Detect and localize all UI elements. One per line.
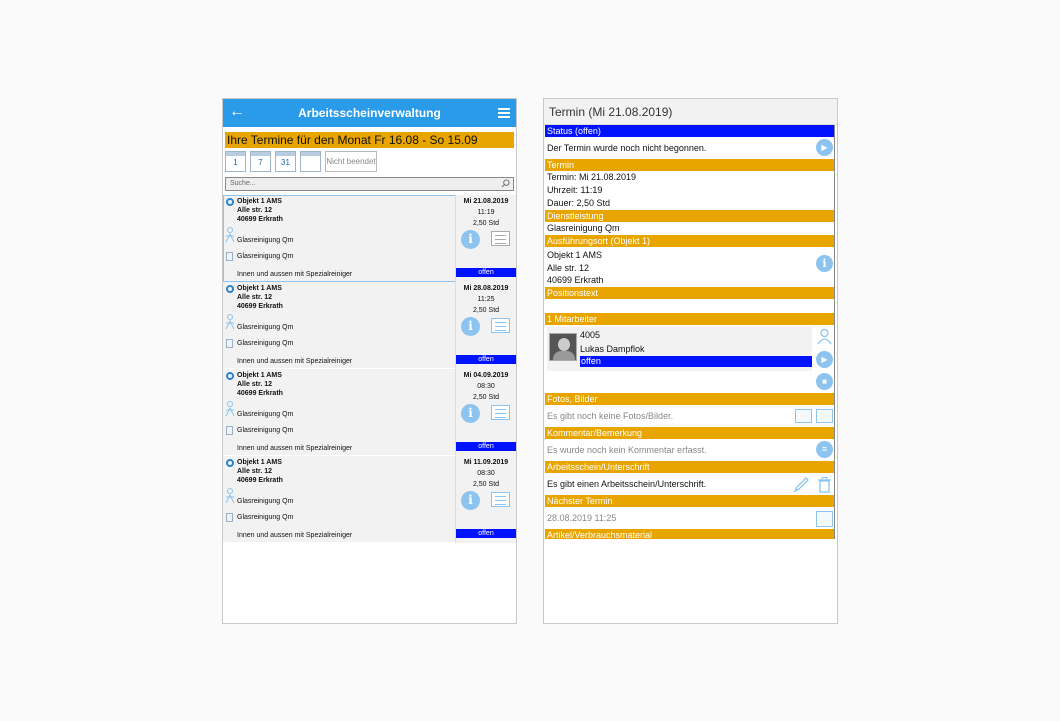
worker-icon xyxy=(225,314,235,330)
service-label: Glasreinigung Qm xyxy=(237,253,294,260)
calendar-filter-button[interactable] xyxy=(300,151,321,172)
sheet-text: Es gibt einen Arbeitsschein/Unterschrift. xyxy=(547,479,707,489)
employee-status-badge: offen xyxy=(580,356,812,367)
week-filter-button[interactable]: 7 xyxy=(250,151,271,172)
search-placeholder: Suche... xyxy=(230,180,256,187)
status-badge: offen xyxy=(456,268,516,277)
service-section-header: Dienstleistung xyxy=(545,210,834,222)
object-city: 40699 Erkrath xyxy=(237,477,283,484)
photos-section-header: Fotos, Bilder xyxy=(545,393,834,405)
service-label: Glasreinigung Qm xyxy=(237,498,294,505)
employee-stop-icon[interactable]: ■ xyxy=(816,373,833,390)
object-name: Objekt 1 AMS xyxy=(237,285,282,292)
object-street: Alle str. 12 xyxy=(237,294,273,301)
worker-icon xyxy=(225,488,235,504)
trash-icon[interactable] xyxy=(816,476,833,493)
location-icon xyxy=(226,459,234,467)
detail-title: Termin (Mi 21.08.2019) xyxy=(544,99,837,125)
appointment-time: 11:19 xyxy=(477,209,495,216)
appointment-time: 08:30 xyxy=(477,383,495,390)
location-street: Alle str. 12 xyxy=(547,263,590,273)
appointment-time: 11:25 xyxy=(477,296,495,303)
appointment-note: Innen und aussen mit Spezialreiniger xyxy=(237,532,353,539)
status-badge: offen xyxy=(456,529,516,538)
day-filter-button[interactable]: 1 xyxy=(225,151,246,172)
camera-icon[interactable] xyxy=(795,409,812,423)
appointment-duration: 2,50 Std xyxy=(472,394,500,401)
location-icon xyxy=(226,198,234,206)
location-city: 40699 Erkrath xyxy=(547,275,604,285)
info-icon[interactable]: i xyxy=(461,230,480,249)
document-icon xyxy=(226,339,233,348)
service-text: Glasreinigung Qm xyxy=(547,223,620,233)
avatar xyxy=(549,333,577,361)
appointment-date: Mi 11.09.2019 xyxy=(463,459,509,466)
employee-card[interactable] xyxy=(547,327,812,371)
add-employee-icon[interactable] xyxy=(816,328,833,345)
object-city: 40699 Erkrath xyxy=(237,390,283,397)
appointment-time: 08:30 xyxy=(477,470,495,477)
employees-section-header: 1 Mitarbeiter xyxy=(545,313,834,325)
object-city: 40699 Erkrath xyxy=(237,303,283,310)
hamburger-menu-icon[interactable] xyxy=(498,108,510,118)
month-header: Ihre Termine für den Monat Fr 16.08 - So 15.09 xyxy=(225,132,514,148)
appointment-item[interactable] xyxy=(223,369,516,456)
next-section-header: Nächster Termin xyxy=(545,495,834,507)
appointment-date: Mi 21.08.2019 xyxy=(463,198,509,205)
location-name: Objekt 1 AMS xyxy=(547,250,603,260)
document-icon xyxy=(226,426,233,435)
appointment-date: Mi 28.08.2019 xyxy=(463,285,509,292)
details-list-icon[interactable] xyxy=(491,231,510,246)
start-play-icon[interactable]: ▶ xyxy=(816,139,833,156)
info-icon[interactable]: i xyxy=(461,491,480,510)
appointment-duration: 2,50 Std xyxy=(472,220,500,227)
position-section-header: Positionstext xyxy=(545,287,834,299)
comment-bubble-icon[interactable]: ≡ xyxy=(816,441,833,458)
info-icon[interactable]: i xyxy=(461,317,480,336)
info-icon[interactable]: i xyxy=(461,404,480,423)
gallery-icon[interactable] xyxy=(816,409,833,423)
service-label: Glasreinigung Qm xyxy=(237,411,294,418)
employee-number: 4005 xyxy=(580,330,601,340)
appointment-duration: 2,50 Std xyxy=(472,481,500,488)
object-street: Alle str. 12 xyxy=(237,207,273,214)
month-filter-button[interactable]: 31 xyxy=(275,151,296,172)
signature-pen-icon[interactable] xyxy=(793,476,810,493)
service-label: Glasreinigung Qm xyxy=(237,340,294,347)
appointment-list-screen xyxy=(222,98,517,624)
object-name: Objekt 1 AMS xyxy=(237,198,282,205)
object-city: 40699 Erkrath xyxy=(237,216,283,223)
appointment-date: Mi 04.09.2019 xyxy=(463,372,509,379)
worker-icon xyxy=(225,401,235,417)
appointment-item[interactable] xyxy=(223,456,516,543)
appointment-note: Innen und aussen mit Spezialreiniger xyxy=(237,445,353,452)
location-icon xyxy=(226,372,234,380)
filter-bar xyxy=(225,151,516,175)
appointment-item[interactable] xyxy=(223,195,516,282)
document-icon xyxy=(226,252,233,261)
back-arrow-icon[interactable]: ← xyxy=(229,103,245,120)
object-street: Alle str. 12 xyxy=(237,468,273,475)
search-icon[interactable] xyxy=(501,179,510,188)
sheet-section-header: Arbeitsschein/Unterschrift xyxy=(545,461,834,473)
location-icon xyxy=(226,285,234,293)
location-section-header: Ausführungsort (Objekt 1) xyxy=(545,235,834,247)
appointment-duration: 2,50 Std xyxy=(472,307,500,314)
search-input[interactable] xyxy=(225,177,514,191)
appointment-detail-screen xyxy=(543,98,838,624)
detail-scroll-area[interactable] xyxy=(545,125,835,539)
appointment-list xyxy=(223,195,516,543)
employee-start-icon[interactable]: ▶ xyxy=(816,351,833,368)
details-list-icon[interactable] xyxy=(491,405,510,420)
object-name: Objekt 1 AMS xyxy=(237,372,282,379)
appointment-note: Innen und aussen mit Spezialreiniger xyxy=(237,271,353,278)
details-list-icon[interactable] xyxy=(491,318,510,333)
app-bar xyxy=(223,99,516,127)
status-text: Der Termin wurde noch nicht begonnen. xyxy=(547,143,707,153)
appointment-note: Innen und aussen mit Spezialreiniger xyxy=(237,358,353,365)
comment-text: Es wurde noch kein Kommentar erfasst. xyxy=(547,445,707,455)
app-title: Arbeitsscheinverwaltung xyxy=(298,106,441,120)
comment-section-header: Kommentar/Bemerkung xyxy=(545,427,834,439)
object-name: Objekt 1 AMS xyxy=(237,459,282,466)
details-list-icon[interactable] xyxy=(491,492,510,507)
not-finished-filter-button[interactable]: Nicht beendet xyxy=(325,151,377,172)
service-label: Glasreinigung Qm xyxy=(237,324,294,331)
termin-time: Uhrzeit: 11:19 xyxy=(547,185,603,195)
object-street: Alle str. 12 xyxy=(237,381,273,388)
next-appointment-text: 28.08.2019 11:25 xyxy=(547,513,617,523)
status-badge: offen xyxy=(456,355,516,364)
termin-section-header: Termin xyxy=(545,159,834,171)
document-icon xyxy=(226,513,233,522)
status-badge: offen xyxy=(456,442,516,451)
termin-duration: Dauer: 2,50 Std xyxy=(547,198,611,208)
employee-name: Lukas Dampflok xyxy=(580,344,645,354)
worker-icon xyxy=(225,227,235,243)
service-label: Glasreinigung Qm xyxy=(237,427,294,434)
termin-date: Termin: Mi 21.08.2019 xyxy=(547,172,637,182)
status-section-header: Status (offen) xyxy=(545,125,834,137)
photos-text: Es gibt noch keine Fotos/Bilder. xyxy=(547,411,674,421)
location-info-icon[interactable]: i xyxy=(816,255,833,272)
calendar-icon[interactable] xyxy=(816,511,833,527)
appointment-item[interactable] xyxy=(223,282,516,369)
service-label: Glasreinigung Qm xyxy=(237,237,294,244)
service-label: Glasreinigung Qm xyxy=(237,514,294,521)
articles-section-header: Artikel/Verbrauchsmaterial xyxy=(545,529,834,539)
